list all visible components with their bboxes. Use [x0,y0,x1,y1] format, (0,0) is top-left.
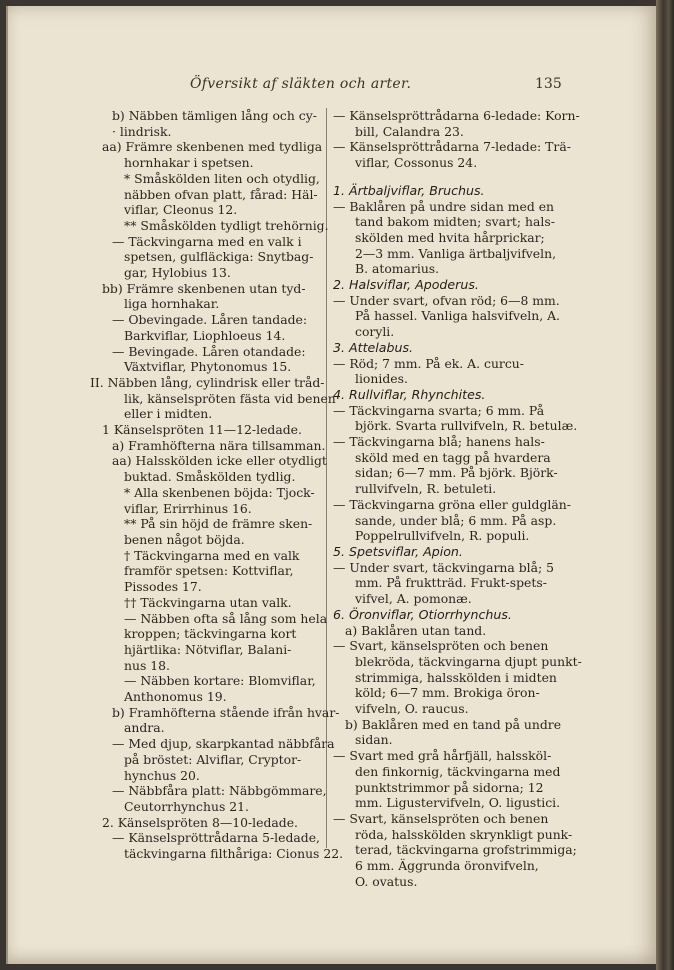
text-line: benen något böjda. [124,531,245,547]
text-line: Ceutorrhynchus 21. [124,798,249,814]
text-line: ** På sin höjd de främre sken- [124,516,313,532]
text-line: framför spetsen: Kottviflar, [124,563,294,579]
genus-heading: 4. Rullviflar, Rhynchites. [333,386,486,402]
page-number: 135 [535,76,562,92]
text-line: buktad. Småskölden tydlig. [124,469,296,485]
text-line: viflar, Cossonus 24. [355,155,478,171]
genus-heading: 6. Öronviflar, Otiorrhynchus. [333,606,512,622]
text-line: nus 18. [124,657,170,673]
text-line: · lindrisk. [112,123,172,139]
text-line: — Täckvingarna svarta; 6 mm. På [333,402,545,418]
text-line: a) Framhöfterna nära tillsamman. [112,437,326,453]
text-line: — Näbben kortare: Blomviflar, [124,673,316,689]
text-line: eller i midten. [124,406,213,422]
text-line: hynchus 20. [124,767,200,783]
text-line: — Obevingade. Låren tandade: [112,312,308,328]
text-line: — Näbben ofta så lång som hela [124,610,328,626]
text-line: — Täckvingarna blå; hanens hals- [333,434,545,450]
text-line: mm. Ligustervifveln, O. ligustici. [355,795,561,811]
text-line: coryli. [355,324,395,340]
genus-heading: 1. Ärtbaljviflar, Bruchus. [333,182,485,198]
text-line: 1 Känselspröten 11—12-ledade. [102,422,302,438]
text-line: björk. Svarta rullvifveln, R. betulæ. [355,418,578,434]
text-line: lik, känselspröten fästa vid benen [124,390,336,406]
genus-heading: 3. Attelabus. [333,339,414,355]
genus-heading: 5. Spetsviflar, Apion. [333,543,463,559]
text-line: skölden med hvita hårprickar; [355,229,545,245]
text-line: — Näbbfåra platt: Näbbgömmare, [112,783,327,799]
text-line: rullvifveln, R. betuleti. [355,481,497,497]
text-line: vifveln, O. raucus. [355,701,469,717]
left-column [90,108,344,862]
text-line: — Med djup, skarpkantad näbbfåra [112,736,335,752]
text-line: 6 mm. Äggrunda öronvifveln, [355,858,539,874]
text-line: — Täckvingarna gröna eller guldglän- [333,496,571,512]
text-line: b) Näbben tämligen lång och cy- [112,108,317,123]
text-line: — Känselspröttrådarna 7-ledade: Trä- [333,139,571,155]
text-line: sidan; 6—7 mm. På björk. Björk- [355,465,558,481]
text-line: näbben ofvan platt, fårad: Häl- [124,186,318,202]
text-line: — Täckvingarna med en valk i [112,233,302,249]
text-line: * Alla skenbenen böjda: Tjock- [124,484,315,500]
text-line: på bröstet: Alviflar, Cryptor- [124,751,302,767]
text-line: 2. Känselspröten 8—10-ledade. [102,814,298,830]
text-line: Växtviflar, Phytonomus 15. [124,359,292,375]
text-line: köld; 6—7 mm. Brokiga öron- [355,685,540,701]
text-line: — Under svart, täckvingarna blå; 5 [333,559,554,575]
text-line: bb) Främre skenbenen utan tyd- [102,280,306,296]
text-line: sidan. [355,732,393,748]
text-line: mm. På fruktträd. Frukt-spets- [355,575,547,591]
text-line: — Baklåren på undre sidan med en [333,198,555,214]
text-line: — Bevingade. Låren otandade: [112,343,306,359]
text-line: O. ovatus. [355,873,418,889]
text-line: bill, Calandra 23. [355,123,464,139]
text-line: gar, Hylobius 13. [124,265,231,281]
page-edge-shadow [656,0,674,970]
text-line: — Svart med grå hårfjäll, halssköl- [333,748,552,764]
genus-heading: 2. Halsviflar, Apoderus. [333,277,479,293]
text-line: andra. [124,720,165,736]
text-line: hornhakar i spetsen. [124,155,254,171]
text-line: sköld med en tagg på hvardera [355,449,551,465]
text-line: — Under svart, ofvan röd; 6—8 mm. [333,292,560,308]
text-line: strimmiga, halsskölden i midten [355,669,557,685]
page-header [0,76,656,96]
text-line: viflar, Erirrhinus 16. [124,500,252,516]
right-column [333,108,582,889]
text-line: Pissodes 17. [124,579,202,595]
text-line: Barkviflar, Liophloeus 14. [124,327,286,343]
text-line: terad, täckvingarna grofstrimmiga; [355,842,577,858]
text-line: röda, halsskölden skrynkligt punk- [355,826,573,842]
text-line: * Småskölden liten och otydlig, [124,170,320,186]
text-line: Anthonomus 19. [124,689,227,705]
text-line: spetsen, gulfläckiga: Snytbag- [124,249,314,265]
text-line: — Känselspröttrådarna 6-ledade: Korn- [333,108,580,123]
text-line: hjärtlika: Nötviflar, Balani- [124,641,292,657]
text-line: †† Täckvingarna utan valk. [124,594,292,610]
text-line: — Röd; 7 mm. På ek. A. curcu- [333,355,524,371]
text-line: blekröda, täckvingarna djupt punkt- [355,653,582,669]
text-line: 2—3 mm. Vanliga ärtbaljvifveln, [355,245,557,261]
text-line: aa) Främre skenbenen med tydliga [102,139,323,155]
text-line: a) Baklåren utan tand. [345,622,487,638]
text-line: täckvingarna filthåriga: Cionus 22. [124,846,344,862]
text-line: B. atomarius. [355,261,440,277]
text-line: ** Småskölden tydligt trehörnig. [124,217,329,233]
running-title: Öfversikt af släkten och arter. [190,76,412,92]
text-line: II. Näbben lång, cylindrisk eller tråd- [90,374,325,390]
text-line: punktstrimmor på sidorna; 12 [355,779,544,795]
text-line: † Täckvingarna med en valk [124,547,300,563]
text-line: vifvel, A. pomonæ. [355,591,472,607]
text-line: liga hornhakar. [124,296,220,312]
text-line: — Svart, känselspröten och benen [333,638,549,654]
text-line: Poppelrullvifveln, R. populi. [355,528,530,544]
text-line: — Känselspröttrådarna 5-ledade, [112,830,320,846]
text-line: tand bakom midten; svart; hals- [355,214,555,230]
text-line: — Svart, känselspröten och benen [333,810,549,826]
text-line: aa) Halsskölden icke eller otydligt [112,453,327,469]
text-line: b) Framhöfterna stående ifrån hvar- [112,704,340,720]
text-line: sande, under blå; 6 mm. På asp. [355,512,557,528]
text-line: kroppen; täckvingarna kort [124,626,297,642]
text-line: den finkornig, täckvingarna med [355,763,561,779]
text-line: viflar, Cleonus 12. [124,202,238,218]
text-line: b) Baklåren med en tand på undre [345,716,562,732]
text-line: På hassel. Vanliga halsvifveln, A. [355,308,561,324]
text-line: lionides. [355,371,408,387]
